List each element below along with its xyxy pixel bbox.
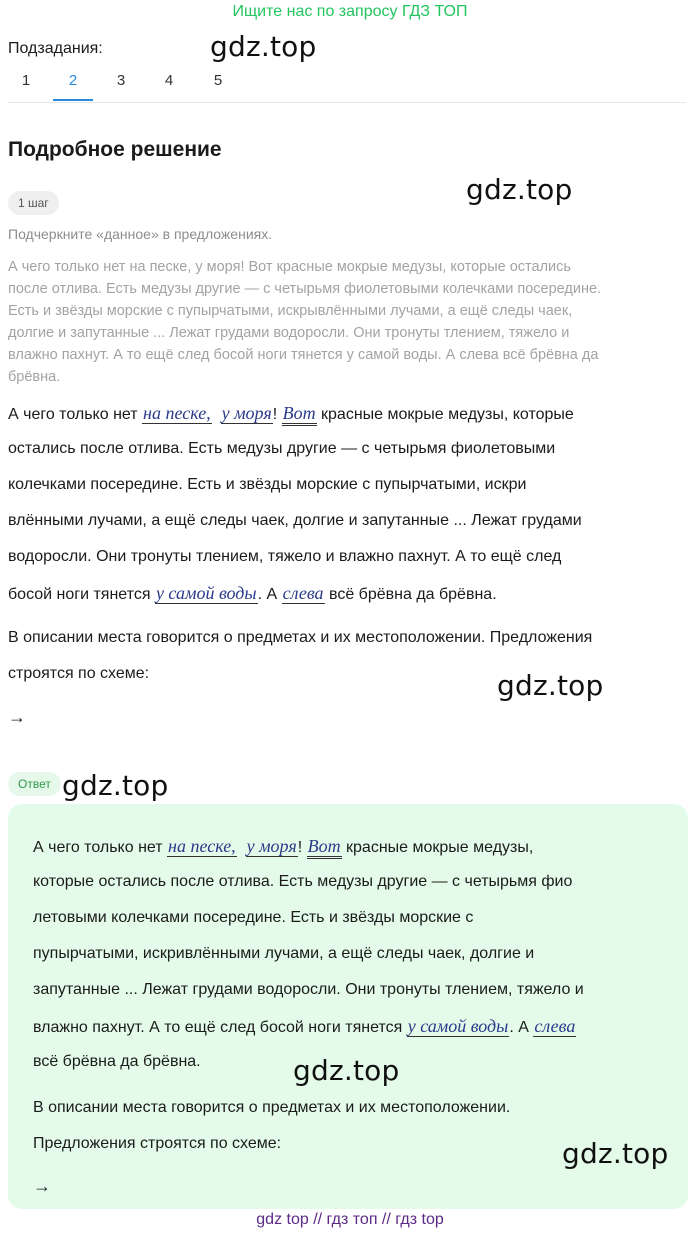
solution-text: босой ноги тянется — [8, 586, 155, 603]
task-text-line: А чего только нет на песке, у моря! Вот красные мокрые медузы, которые остались — [8, 259, 571, 275]
section-title: Подробное решение — [8, 138, 222, 161]
answer-line: которые остались после отлива. Есть медузы другие — с четырьмя фио — [33, 873, 573, 890]
answer-line — [33, 828, 584, 864]
watermark: gdz.top — [497, 669, 604, 702]
subtasks-label: Подзадания: — [8, 40, 103, 57]
handwritten-double-underline: Вот — [282, 403, 317, 426]
answer-text: А чего только нет — [33, 839, 168, 856]
task-text-line: долгие и запутанные ... Лежат грудами водоросли. Они тронуты тлением, тяжело и — [8, 325, 570, 341]
watermark: gdz.top — [562, 1137, 669, 1170]
handwritten-underline: у самой воды — [155, 583, 257, 603]
solution-text: красные мокрые медузы, которые — [316, 406, 574, 423]
answer-text: красные мокрые медузы, — [341, 839, 534, 856]
solution-line: В описании места говорится о предметах и их местоположении. Предложения — [8, 629, 593, 646]
answer-text: влажно пахнут. А то ещё след босой ноги тянется — [33, 1019, 407, 1036]
solution-text: . А — [257, 586, 282, 603]
task-hint: Подчеркните «данное» в предложениях. — [8, 226, 273, 242]
solution-line: влёнными лучами, а ещё следы чаек, долгие и запутанные ... Лежат грудами — [8, 512, 582, 529]
solution-text: всё брёвна да брёвна. — [324, 586, 497, 603]
answer-line: пупырчатыми, искривлёнными лучами, а ещё следы чаек, долгие и — [33, 945, 535, 962]
solution-line — [8, 395, 694, 431]
answer-line: Предложения строятся по схеме: — [33, 1135, 282, 1152]
answer-badge: Ответ — [8, 772, 61, 796]
watermark: gdz.top — [293, 1054, 400, 1087]
handwritten-underline: слева — [534, 1016, 576, 1036]
tab-2[interactable]: 2 — [53, 70, 93, 101]
footer-links: gdz top // гдз топ // гдз top — [256, 1211, 444, 1228]
answer-text: ! — [297, 839, 307, 856]
arrow-icon: → — [8, 707, 26, 727]
solution-line: строятся по схеме: — [8, 665, 150, 682]
handwritten-underline: на песке, — [143, 403, 211, 423]
handwritten-underline: слева — [282, 583, 324, 603]
answer-text: . А — [509, 1019, 534, 1036]
handwritten-double-underline: Вот — [307, 836, 342, 859]
answer-line: летовыми колечками посередине. Есть и звёзды морские с — [33, 909, 474, 926]
tab-5[interactable]: 5 — [213, 72, 223, 89]
watermark: gdz.top — [466, 173, 573, 206]
handwritten-underline: у моря — [246, 836, 297, 856]
solution-line: водоросли. Они тронуты тлением, тяжело и влажно пахнут. А то ещё след — [8, 548, 562, 565]
solution-line — [8, 575, 694, 611]
handwritten-underline: у моря — [221, 403, 272, 423]
task-text-line: Есть и звёзды морские с пупырчатыми, искрывлёнными лучами, а ещё следы чаек, — [8, 303, 573, 319]
arrow-icon: → — [33, 1176, 51, 1196]
answer-line: В описании места говорится о предметах и их местоположении. — [33, 1099, 511, 1116]
watermark: gdz.top — [210, 30, 317, 63]
solution-paragraph — [8, 395, 694, 611]
task-text-line: брёвна. — [8, 369, 61, 385]
top-banner: Ищите нас по запросу ГДЗ ТОП — [232, 3, 468, 20]
answer-explanation — [33, 1090, 510, 1162]
answer-line: запутанные ... Лежат грудами водоросли. Они тронуты тлением, тяжело и — [33, 981, 584, 998]
tab-4[interactable]: 4 — [164, 72, 174, 89]
solution-text: А чего только нет — [8, 406, 143, 423]
subtask-tabs — [8, 70, 686, 103]
watermark: gdz.top — [62, 769, 169, 802]
task-text-line: после отлива. Есть медузы другие — с четырьмя фиолетовыми колечками посередине. — [8, 281, 602, 297]
answer-paragraph — [33, 828, 584, 1080]
task-text — [8, 256, 688, 388]
handwritten-underline: у самой воды — [407, 1016, 509, 1036]
answer-line — [33, 1008, 584, 1044]
tab-3[interactable]: 3 — [116, 72, 126, 89]
tab-1[interactable]: 1 — [21, 72, 31, 89]
handwritten-underline: на песке, — [168, 836, 236, 856]
solution-text: ! — [272, 406, 282, 423]
answer-line: всё брёвна да брёвна. — [33, 1053, 201, 1070]
step-badge: 1 шаг — [8, 191, 59, 215]
solution-line: колечками посередине. Есть и звёзды морские с пупырчатыми, искри — [8, 476, 527, 493]
task-text-line: влажно пахнут. А то ещё след босой ноги тянется у самой воды. А слева всё брёвна да — [8, 347, 599, 363]
solution-line: остались после отлива. Есть медузы другие — с четырьмя фиолетовыми — [8, 440, 556, 457]
